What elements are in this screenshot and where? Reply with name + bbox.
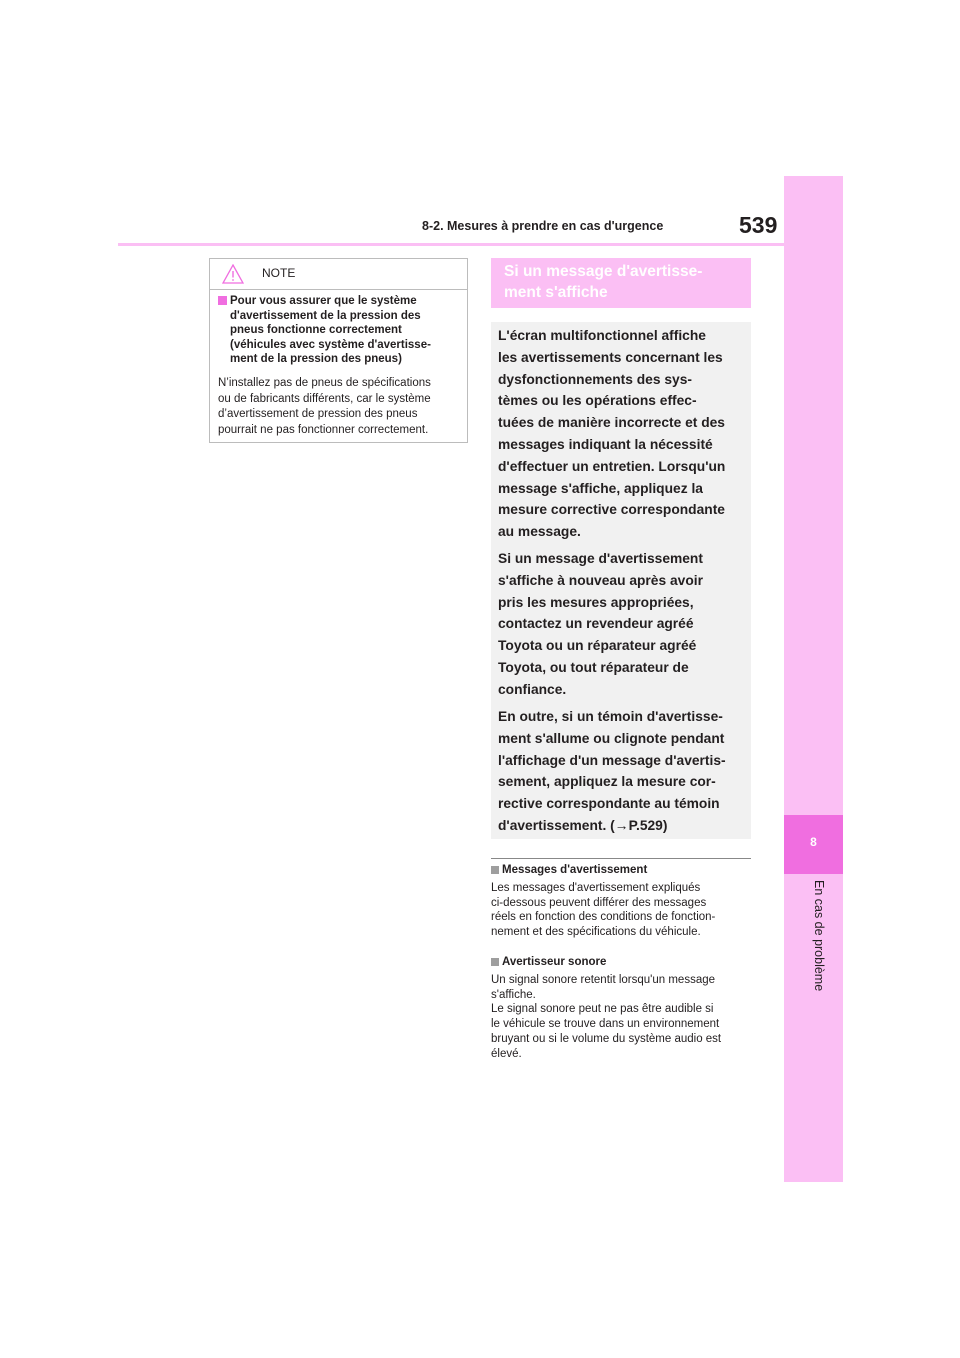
note-title: NOTE — [262, 266, 296, 280]
section-title: 8-2. Mesures à prendre en cas d'urgence — [422, 219, 664, 233]
intro-line: l'affichage d'un message d'avertis- — [498, 752, 726, 768]
buzzer-body-line: le véhicule se trouve dans un environnement — [491, 1018, 720, 1031]
chapter-label: En cas de problème — [812, 880, 826, 992]
buzzer-heading-text: Avertisseur sonore — [502, 956, 607, 968]
note-body-line: d’avertissement de pression des pneus — [218, 408, 418, 420]
note-subheading-line: (véhicules avec système d'avertisse- — [230, 338, 431, 351]
intro-paragraph — [498, 548, 744, 701]
buzzer-body — [491, 973, 753, 1061]
buzzer-heading — [491, 956, 751, 968]
intro-line: mesure corrective correspondante — [498, 502, 725, 518]
intro-line: au message. — [498, 524, 581, 540]
messages-heading-text: Messages d'avertissement — [502, 864, 648, 876]
bullet-square-icon — [218, 296, 227, 305]
intro-line: contactez un revendeur agréé — [498, 616, 694, 632]
note-subheading-line: Pour vous assurer que le système — [230, 295, 417, 307]
section-title-text — [504, 261, 744, 303]
intro-line: les avertissements concernant les — [498, 349, 723, 365]
bullet-square-icon — [491, 866, 499, 874]
intro-line: s'affiche à nouveau après avoir — [498, 572, 703, 588]
note-subheading — [218, 294, 462, 367]
intro-line: Toyota ou un réparateur agréé — [498, 638, 697, 654]
warning-triangle-icon — [222, 264, 244, 284]
section-title-line: Si un message d'avertisse- — [504, 263, 703, 280]
note-body-line: N’installez pas de pneus de spécifications — [218, 377, 431, 389]
page-number: 539 — [739, 212, 778, 238]
intro-line: Si un message d'avertissement — [498, 551, 703, 566]
messages-body-line: nement et des spécifications du véhicule. — [491, 926, 701, 939]
bullet-square-icon — [491, 958, 499, 966]
note-subheading-line: pneus fonctionne correctement — [230, 324, 402, 336]
intro-line: d'effectuer un entretien. Lorsqu'un — [498, 458, 726, 474]
buzzer-body-line: Le signal sonore peut ne pas être audible si — [491, 1003, 714, 1016]
header-divider — [118, 243, 784, 246]
intro-line: dysfonctionnements des sys- — [498, 371, 692, 387]
note-subheading-line: d'avertissement de la pression des — [230, 309, 421, 322]
intro-line: tèmes ou les opérations effec- — [498, 393, 697, 409]
chapter-number-box — [784, 815, 843, 874]
note-header — [210, 259, 467, 290]
intro-paragraph — [498, 325, 744, 543]
note-body — [218, 376, 466, 438]
intro-line: tuées de manière incorrecte et des — [498, 415, 725, 431]
messages-heading — [491, 864, 751, 876]
intro-line: sement, appliquez la mesure cor- — [498, 774, 716, 790]
buzzer-body-line: bruyant ou si le volume du système audio est — [491, 1032, 722, 1045]
chapter-number: 8 — [810, 835, 817, 849]
intro-line: message s'affiche, appliquez la — [498, 480, 703, 496]
intro-line: En outre, si un témoin d'avertisse- — [498, 709, 723, 724]
intro-line: Toyota, ou tout réparateur de — [498, 659, 689, 675]
section-title-line: ment s'affiche — [504, 284, 608, 301]
note-body-line: ou de fabricants différents, car le système — [218, 392, 431, 405]
intro-paragraph — [498, 706, 744, 837]
messages-body-line: Les messages d'avertissement expliqués — [491, 882, 701, 894]
section-divider — [491, 858, 751, 859]
intro-line: confiance. — [498, 681, 567, 697]
intro-line: pris les mesures appropriées, — [498, 594, 694, 610]
messages-body-line: réels en fonction des conditions de fonction- — [491, 911, 716, 924]
intro-panel — [491, 322, 751, 839]
note-subheading-line: ment de la pression des pneus) — [230, 353, 402, 365]
intro-line: d'avertissement. (→P.529) — [498, 817, 668, 833]
messages-body-line: ci-dessous peuvent différer des messages — [491, 896, 707, 909]
buzzer-body-line: Un signal sonore retentit lorsqu'un message — [491, 974, 716, 986]
intro-line: L'écran multifonctionnel affiche — [498, 328, 706, 343]
messages-body — [491, 881, 753, 940]
intro-line: rective correspondante au témoin — [498, 796, 720, 812]
note-box — [209, 258, 468, 443]
buzzer-body-line: s'affiche. — [491, 988, 536, 1001]
buzzer-body-line: élevé. — [491, 1047, 522, 1060]
intro-line: messages indiquant la nécessité — [498, 436, 713, 452]
note-body-line: pourrait ne pas fonctionner correctement. — [218, 423, 429, 436]
section-header — [491, 258, 751, 308]
intro-line: ment s'allume ou clignote pendant — [498, 730, 725, 746]
